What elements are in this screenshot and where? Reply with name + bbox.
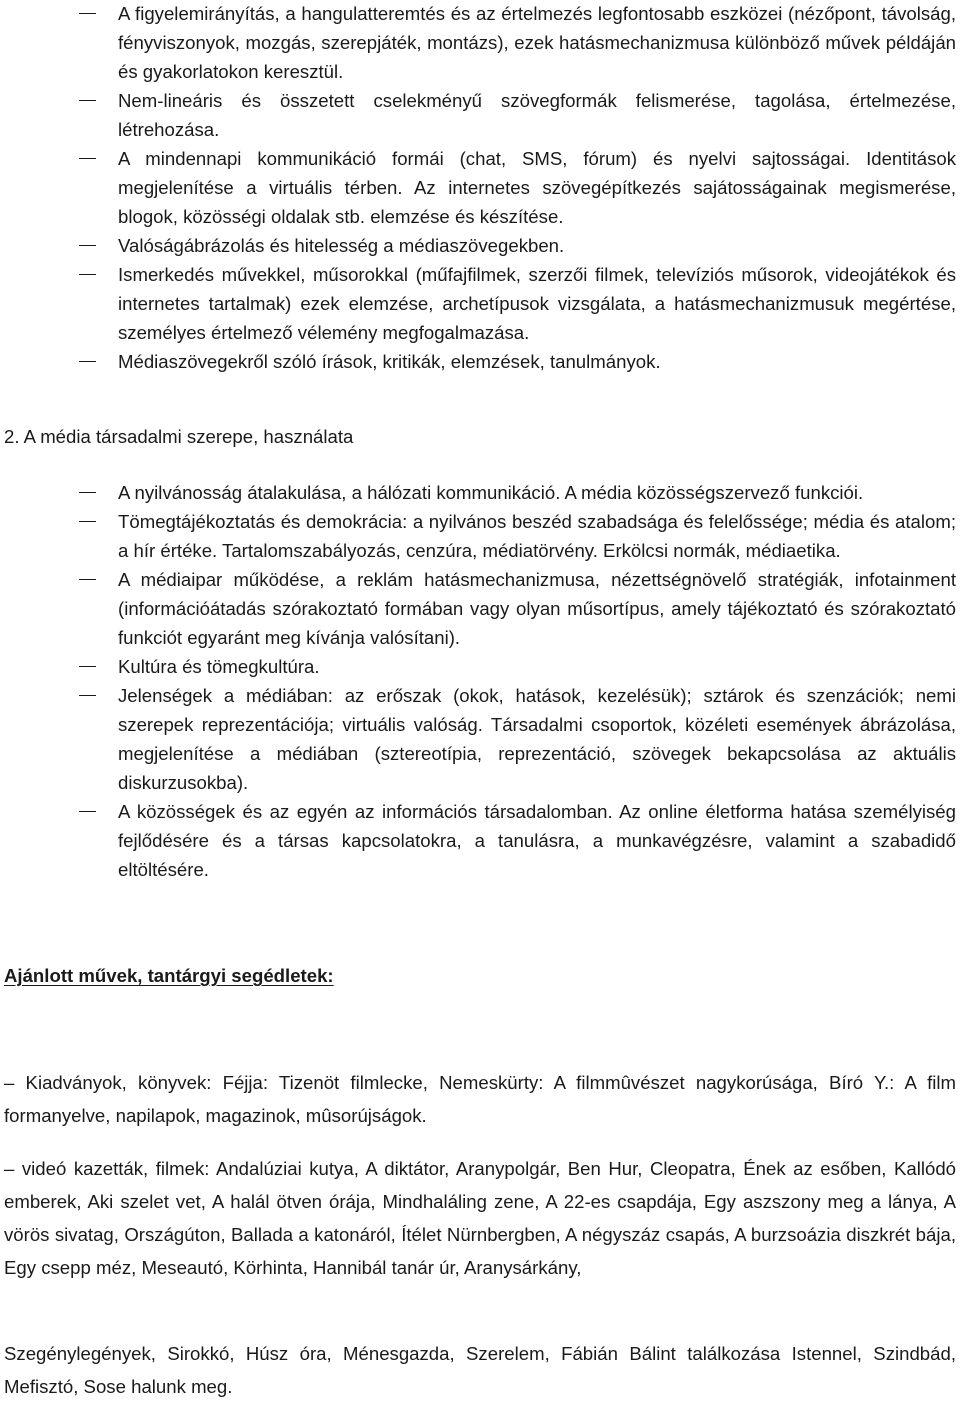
dash-bullet-icon — [79, 492, 96, 493]
publications-paragraph: – Kiadványok, könyvek: Féjja: Tizenöt filmlecke, Nemeskürty: A filmmûvészet nagykorúsága, Bíró Y.: A film formanyelve, napilapok, magazinok, mûsorújságok. — [4, 1072, 956, 1126]
list-item-text: A közösségek és az egyén az információs társadalomban. Az online életforma hatása személyiség fejlődésére és a társas kapcsolatokra, a tanulásra, a munkavégzésre, valamint a szabadidő eltöltésére. — [118, 801, 956, 880]
list-item-text: Jelenségek a médiában: az erőszak (okok, hatások, kezelésük); sztárok és szenzációk; nemi szerepek reprezentációja; virtuális valóság. Társadalmi csoportok, közéleti események ábrázolása, megjelenítése a médiában (sztereotípia, reprezentáció, szövegek bekapcsolása az aktuális diskurzusokba). — [118, 685, 956, 793]
section2-bullet-list — [0, 478, 960, 884]
list-item — [0, 86, 960, 144]
list-item-text: A mindennapi kommunikáció formái (chat, SMS, fórum) és nyelvi sajtosságai. Identitások megjelenítése a virtuális térben. Az internetes szövegépítkezés sajátosságainak megismerése, blogok, közösségi oldalak stb. elemzése és készítése. — [118, 148, 956, 227]
films-paragraph: – videó kazetták, filmek: Andalúziai kutya, A diktátor, Aranypolgár, Ben Hur, Cleopatra, Ének az esőben, Kallódó emberek, Aki szelet vet, A halál ötven órája, Mindhaláling zene, A 22-es csapdája, Egy aszszony meg a lánya, A vörös sivatag, Országúton, Ballada a katonáról, Ítélet Nürnbergben, A négyszáz csapás, A burzsoázia diszkrét bája, Egy csepp méz, Meseautó, Körhinta, Hannibál tanár úr, Aranysárkány, — [4, 1158, 956, 1278]
list-item — [0, 681, 960, 797]
dash-bullet-icon — [79, 695, 96, 696]
dash-bullet-icon — [79, 13, 96, 14]
list-item — [0, 565, 960, 652]
list-item — [0, 231, 960, 260]
list-item-text: A nyilvánosság átalakulása, a hálózati kommunikáció. A média közösségszervező funkciói. — [118, 482, 864, 503]
list-item — [0, 347, 960, 376]
list-item-text: A médiaipar működése, a reklám hatásmechanizmusa, nézettségnövelő stratégiák, infotainment (információátadás szórakoztató formában vagy olyan műsortípus, amely tájékoztató és szórakoztató funkciót egyaránt meg kívánja valósítani). — [118, 569, 956, 648]
list-item — [0, 0, 960, 86]
list-item-text: Valóságábrázolás és hitelesség a médiaszövegekben. — [118, 235, 565, 256]
films-continued-paragraph: Szegénylegények, Sirokkó, Húsz óra, Ménesgazda, Szerelem, Fábián Bálint találkozása Istennel, Szindbád, Mefisztó, Sose halunk meg. — [4, 1343, 956, 1397]
list-item — [0, 144, 960, 231]
list-item — [0, 652, 960, 681]
list-item-text: Nem-lineáris és összetett cselekményű szövegformák felismerése, tagolása, értelmezése, létrehozása. — [118, 90, 956, 140]
recommended-works-heading: Ajánlott művek, tantárgyi segédletek: — [4, 965, 334, 986]
dash-bullet-icon — [79, 579, 96, 580]
dash-bullet-icon — [79, 158, 96, 159]
dash-bullet-icon — [79, 811, 96, 812]
list-item — [0, 507, 960, 565]
dash-bullet-icon — [79, 666, 96, 667]
list-item-text: Médiaszövegekről szóló írások, kritikák, elemzések, tanulmányok. — [118, 351, 661, 372]
list-item-text: Ismerkedés művekkel, műsorokkal (műfajfilmek, szerzői filmek, televíziós műsorok, videojátékok és internetes tartalmak) ezek elemzése, archetípusok vizsgálata, a hatásmechanizmusuk megértése, személyes értelmező vélemény megfogalmazása. — [118, 264, 956, 343]
list-item — [0, 797, 960, 884]
list-item — [0, 260, 960, 347]
list-item-text: Tömegtájékoztatás és demokrácia: a nyilvános beszéd szabadsága és felelőssége; média és atalom; a hír értéke. Tartalomszabályozás, cenzúra, médiatörvény. Erkölcsi normák, médiaetika. — [118, 511, 956, 561]
dash-bullet-icon — [79, 361, 96, 362]
dash-bullet-icon — [79, 245, 96, 246]
list-item-text: A figyelemirányítás, a hangulatteremtés és az értelmezés legfontosabb eszközei (nézőpont, távolság, fényviszonyok, mozgás, szerepjáték, montázs), ezek hatásmechanizmusa különböző művek példáján és gyakorlatokon keresztül. — [118, 3, 956, 82]
top-bullet-list — [0, 0, 960, 376]
dash-bullet-icon — [79, 521, 96, 522]
list-item — [0, 478, 960, 507]
dash-bullet-icon — [79, 274, 96, 275]
list-item-text: Kultúra és tömegkultúra. — [118, 656, 320, 677]
dash-bullet-icon — [79, 100, 96, 101]
section-heading: 2. A média társadalmi szerepe, használata — [4, 426, 354, 447]
